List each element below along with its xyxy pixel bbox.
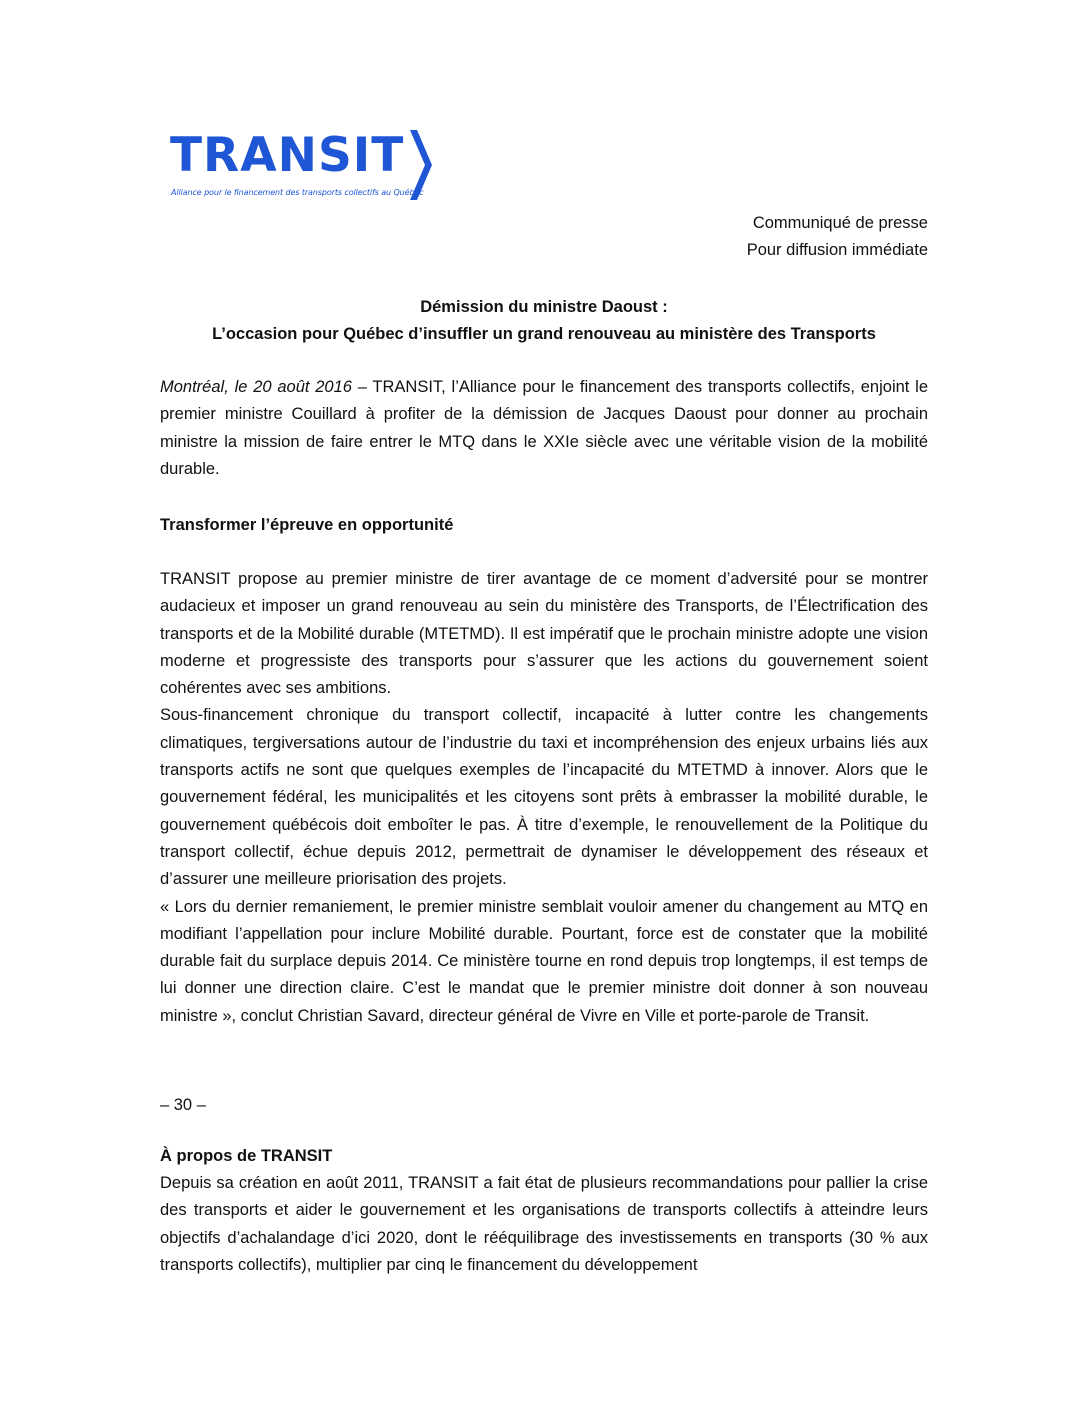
section-title-opportunity: Transformer l’épreuve en opportunité xyxy=(160,516,454,534)
section-title-about: À propos de TRANSIT xyxy=(160,1147,333,1165)
section-body xyxy=(160,566,928,1030)
intro-paragraph xyxy=(160,374,928,483)
end-mark: – 30 – xyxy=(160,1096,206,1114)
about-text: Depuis sa création en août 2011, TRANSIT a fait état de plusieurs recommandations pour pallier la crise des transports et aider le gouvernement et les organisations de transports collectifs à atteindre leurs objectifs d’achalandage d’ici 2020, dont le rééquilibrage des investissements en transports (30 % aux transports collectifs), multiplier par cinq le financement du développement xyxy=(160,1174,928,1274)
intro-text: – TRANSIT, l’Alliance pour le financement des transports collectifs, enjoint le premier ministre Couillard à profiter de la démission de Jacques Daoust pour donner au prochain ministre la mission de faire entrer le MTQ dans le XXIe siècle avec une véritable vision de la mobilité durable. xyxy=(160,378,928,478)
body-paragraph: « Lors du dernier remaniement, le premier ministre semblait vouloir amener du changement au MTQ en modifiant l’appellation pour inclure Mobilité durable. Pourtant, force est de constater que la mobilité durable fait du surplace depuis 2014. Ce ministère tourne en rond depuis trop longtemps, il est temps de lui donner une direction claire. C’est le mandat que le premier ministre doit donner à son nouveau ministre », conclut Christian Savard, directeur général de Vivre en Ville et porte-parole de Transit. xyxy=(160,897,928,1025)
headline-line-2: L’occasion pour Québec d’insuffler un grand renouveau au ministère des Transports xyxy=(212,325,876,343)
about-paragraph xyxy=(160,1170,928,1279)
press-header xyxy=(747,210,928,264)
press-release-label: Communiqué de presse xyxy=(752,214,928,232)
body-paragraph: TRANSIT propose au premier ministre de tirer avantage de ce moment d’adversité pour se montrer audacieux et imposer un grand renouveau au sein du ministère des Transports, de l’Électrification des transports et de la Mobilité durable (MTETMD). Il est impératif que le prochain ministre adopte une vision moderne et progressiste des transports pour s’assurer que les actions du gouvernement soient cohérentes avec ses ambitions. xyxy=(160,570,928,698)
logo-tagline: Alliance pour le financement des transports collectifs au Québec xyxy=(171,188,424,197)
headline xyxy=(160,294,928,348)
body-paragraph: Sous-financement chronique du transport collectif, incapacité à lutter contre les changements climatiques, tergiversations autour de l’industrie du taxi et incompréhension des enjeux urbains liés aux transports actifs ne sont que quelques exemples de l’incapacité du MTETMD à innover. Alors que le gouvernement fédéral, les municipalités et les citoyens sont prêts à embrasser la mobilité durable, le gouvernement québécois doit emboîter le pas. À titre d’exemple, le renouvellement de la Politique du transport collectif, échue depuis 2012, permettrait de dynamiser le développement des réseaux et d’assurer une meilleure priorisation des projets. xyxy=(160,706,928,889)
release-timing-label: Pour diffusion immédiate xyxy=(746,241,928,259)
logo-wordmark: TRANSIT xyxy=(170,128,405,183)
dateline: Montréal, le 20 août 2016 xyxy=(160,378,352,396)
transit-logo xyxy=(170,128,440,208)
headline-line-1: Démission du ministre Daoust : xyxy=(420,298,668,316)
